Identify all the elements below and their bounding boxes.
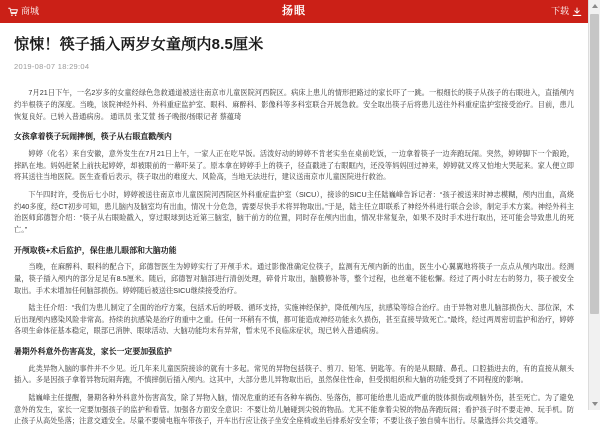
section-paragraph: 陆巍峰主任提醒，暑期各种外科意外伤害高发，除了异物入脑，情况危重的还有各种车祸伤、坠落伤，都可能给患儿造成严重的肢体损伤或颅脑外伤，甚至死亡。为了避免意外的发生，家长一定要加强孩子的监护和看管。加强各方面安全意识：不要让幼儿触碰到尖锐的物品。尤其不能拿着尖锐的物品奔跑玩闹；看护孩子时不要走神、玩手机。防止孩子从高处坠落；注意交通安全。尽量不要骑电瓶车带孩子，开车出行应让孩子坐安全座椅或坐后排系好安全带；不要让孩子独自骑车出行。尽量选择公共交通等。	[14, 393, 574, 426]
mall-label: 商城	[21, 6, 40, 16]
download-icon	[572, 7, 582, 17]
section-paragraph: 此类异物入脑的事件并不少见。近几年来儿童医院接诊的就有十多起。常见的异物包括筷子、剪刀、铅笔、钥匙等。有的是从眼睛、鼻孔、口腔插进去的，有的直接从额头插入。多是因孩子拿着异物玩闹奔跑，不慎摔倒后插入颅内。这其中，大部分患儿异物取出后，虽然保住性命，但受损组织和大脑的功能受到了不同程度的影响。	[14, 363, 574, 385]
section-paragraph: 当晚，在麻醉科、眼科的配合下，邱德智医生为婷婷实行了开颅手术。通过影像准确定位筷子，监测有无颅内新的出血，医生小心翼翼地将筷子一点点从颅内取出。经测量，筷子插入颅内的部分足足有8.5厘米。随后，邱德智对脑部进行清创处理，碎骨片取出，脑膜修补等，整个过程，也丝毫不能松懈。经过了两小时左右的努力，筷子被安全取出。手术未增加任何脑部损伤。婷婷随后被送往SICU继续接受治疗。	[14, 262, 574, 295]
download-button[interactable]	[551, 7, 582, 17]
section-heading: 女孩拿着筷子玩闹摔倒，筷子从右眼直戳颅内	[14, 132, 172, 142]
scrollbar-thumb[interactable]	[590, 14, 599, 314]
article-headline: 惊悚！筷子插入两岁女童颅内8.5厘米	[14, 36, 264, 53]
mall-button[interactable]	[8, 7, 39, 17]
vertical-scrollbar[interactable]	[588, 0, 600, 410]
scroll-up-arrow-icon[interactable]	[589, 0, 600, 12]
download-label: 下载	[550, 6, 569, 16]
section-paragraph: 婷婷（化名）来自安徽，意外发生在7月21日上午，一家人正在吃早饭。活泼好动的婷婷不肯老实坐在桌前吃饭，一边拿着筷子一边奔跑玩闹。突然，婷婷脚下一个踉跄，摔趴在地。妈妈赶紧上前扶起婷婷，却被眼前的一幕吓呆了。原本拿在婷婷手上的筷子，径直戳进了右眼眶内，还没等妈妈回过神来，婷婷就又疼又怕地大哭起来。家人便立即将其送往当地医院。医生查看后表示，筷子取出的难度大、风险高，当地无法进行，建议送南京市儿童医院进行救治。	[14, 148, 574, 182]
page-title: 扬眼	[282, 5, 306, 17]
scroll-down-arrow-icon[interactable]	[589, 398, 600, 410]
article-container	[0, 23, 588, 427]
shopping-cart-icon	[8, 7, 18, 17]
section-paragraph: 下午四时许，受伤后七小时，婷婷被送往南京市儿童医院河西院区外科重症监护室（SICU），接诊的SICU主任陆巍峰告诉记者：“孩子被送来时神志模糊，颅内出血，高烧约40多度，经CT初步可知，患儿脑内及脑室均有出血，情况十分危急，需要尽快手术将异物取出。”于是，陆主任立即联系了神经外科进行联合会诊，制定手术方案。神经外科主治医师邱德智介绍：“筷子从右眼睑戳入，穿过眼球到达近第三脑室，脑干前方的位置，同时存在颅内出血，情况非常复杂，如果不及时手术进行取出，还可能会导致患儿的死亡。”	[14, 189, 574, 234]
section-heading: 暑期外科意外伤害高发，家长一定要加强监护	[14, 347, 172, 357]
article-lead-paragraph: 7月21日下午，一名2岁多的女童经绿色急救通道被送往南京市儿童医院河西院区。病床上患儿的情形把路过的家长吓了一跳。一根细长的筷子从孩子的右眼进入，直插颅内约半根筷子的深度。当晚，该院神经外科、外科重症监护室、眼科、麻醉科、影像科等多科室联合开展急救。安全取出筷子后将患儿送往外科重症监护室接受治疗。目前，患儿恢复良好。已转入普通病房。 通讯员 张艾萱 扬子晚报/扬眼记者 蔡蕴琦	[14, 88, 574, 121]
article-timestamp: 2019-08-07 18:29:04	[14, 62, 90, 72]
app-header	[0, 0, 588, 23]
section-heading: 开颅取筷+术后监护，保住患儿眼部和大脑功能	[14, 245, 177, 255]
section-paragraph: 陆主任介绍：“我们为患儿制定了全面的治疗方案，包括术后的呼吸、循环支持，实施神经保护，降低颅内压，抗感染等综合治疗。由于异物对患儿脑部损伤大、部位深，术后出现颅内感染风险非常高。持续的抗感染是治疗的重中之重。任何一环稍有不慎，都可能造成神经功能永久损伤，甚至直接导致死亡。”最终，经过两周密切监护和治疗，婷婷各项生命体征基本稳定，眼部已消肿、眼球活动、大脑功能均未有异常，暂未见不良临床症状，现已转入普通病房。	[14, 303, 574, 336]
